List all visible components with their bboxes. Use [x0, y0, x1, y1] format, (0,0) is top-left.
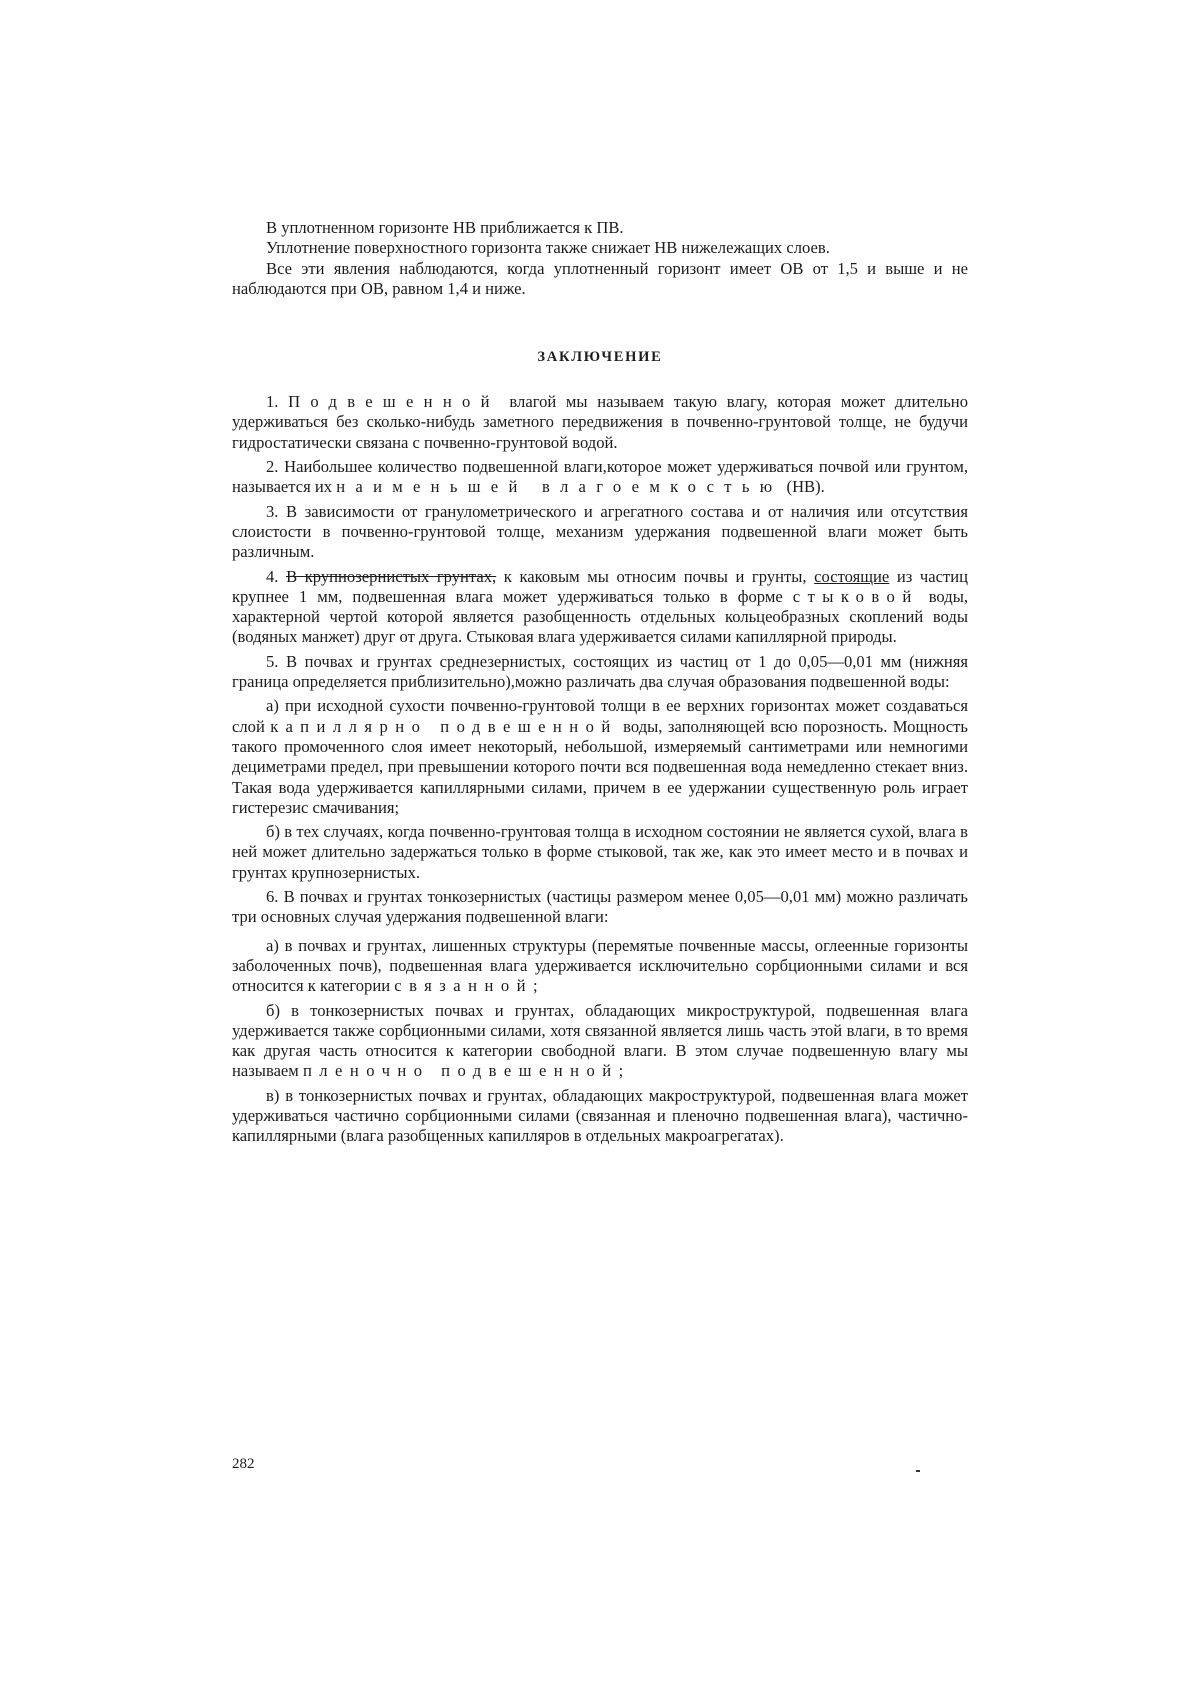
item-text: б) в тонкозернистых почвах и грунтах, обладающих микроструктурой, подвешенная влага удерживается также сорбционными силами, хотя связанной является лишь часть этой влаги, в то время как другая часть относится к категории свободной влаги. В этом случае подвешенную влагу мы называем — [232, 1000, 968, 1081]
conclusion-item-5: 5. В почвах и грунтах среднезернистых, состоящих из частиц от 1 до 0,05—0,01 мм (нижняя граница определяется приблизительно),можно различать два случая образования подвешенной воды: — [232, 651, 968, 692]
conclusion-item-5b: б) в тех случаях, когда почвенно-грунтовая толща в исходном состоянии не является сухой, влага в ней может длительно задержаться только в форме стыковой, так же, как это имеет место и в почвах и грунтах крупнозернистых. — [232, 822, 968, 882]
item-text-tail: ; — [532, 976, 538, 996]
item-text-tail: ; — [618, 1061, 624, 1081]
item-text: а) в почвах и грунтах, лишенных структуры (перемятые почвенные массы, оглеенные горизонты заболоченных почв), подвешенная влага удерживается исключительно сорбционными силами и вся относится к категории — [232, 935, 968, 996]
struck-through-text: В крупнозернистых грунтах, — [286, 566, 497, 586]
item-number: 1. — [266, 392, 279, 412]
item-text: а) при исходной сухости почвенно-грунтовой толщи в ее верхних горизонтах может создаваться слой — [232, 696, 968, 736]
conclusion-item-3: 3. В зависимости от гранулометрического и агрегатного состава и от наличия или отсутствия слоистости в почвенно-грунтовой толще, механизм удержания подвешенной влаги может быть различным. — [232, 501, 968, 562]
item-text-tail: воды, заполняющей всю порозность. Мощность такого промоченного слоя имеет некоторый, небольшой, измеряемый сантиметрами или немногими дециметрами предел, при превышении которого почти вся подвешенная вода немедленно стекает вниз. Такая вода удерживается капиллярными силами, причем в ее удержании существенную роль играет гистерезис смачивания; — [232, 716, 968, 817]
intro-paragraph-2: Уплотнение поверхностного горизонта также снижает НВ нижележащих слоев. — [266, 238, 830, 258]
conclusion-item-2 — [232, 457, 968, 498]
item-text: 2. Наибольшее количество подвешенной влаги,которое может удерживаться почвой или грунтом, называется их — [232, 457, 968, 497]
emphasized-term: стыковой — [792, 586, 919, 606]
intro-paragraph-3: Все эти явления наблюдаются, когда уплотненный горизонт имеет ОВ от 1,5 и выше и не наблюдаются при ОВ, равном 1,4 и ниже. — [232, 258, 968, 298]
item-text: из частиц крупнее 1 мм, подвешенная влага может удерживаться только в форме — [232, 566, 968, 606]
item-text: к каковым мы относим почвы и грунты, — [496, 566, 815, 586]
emphasized-term: связанной — [394, 976, 533, 996]
page-body — [232, 218, 968, 1147]
conclusion-item-1 — [232, 392, 968, 453]
section-heading: ЗАКЛЮЧЕНИЕ — [537, 349, 663, 366]
conclusion-item-6: 6. В почвах и грунтах тонкозернистых (частицы размером менее 0,05—0,01 мм) можно различать три основных случая удержания подвешенной влаги: — [232, 887, 968, 927]
conclusion-item-6b — [232, 1001, 968, 1082]
stray-mark — [916, 1470, 920, 1472]
item-number: 4. — [266, 566, 279, 586]
item-text: влагой мы называем такую влагу, которая может длительно удерживаться без сколько-нибудь заметного передвижения в почвенно-грунтовой толще, не будучи гидростатически связана с почвенно-грунтовой водой. — [232, 392, 968, 452]
emphasized-term: пленочно подвешенной — [302, 1061, 619, 1081]
emphasized-term: Подвешенной — [288, 392, 500, 412]
emphasized-term: капиллярно подвешенной — [270, 716, 618, 736]
conclusion-item-6c: в) в тонкозернистых почвах и грунтах, обладающих макроструктурой, подвешенная влага может удерживаться частично сорбционными силами (связанная и пленочно подвешенная влага), частично-капиллярными (влага разобщенных капилляров в отдельных макроагрегатах). — [232, 1085, 968, 1146]
conclusion-item-6a — [232, 936, 968, 997]
conclusion-item-5a — [232, 696, 968, 818]
intro-paragraph-1: В уплотненном горизонте НВ приближается к ПВ. — [266, 218, 624, 237]
emphasized-term: наименьшей влагоемкостью — [336, 477, 783, 497]
page-number: 282 — [232, 1456, 255, 1472]
underlined-text: состоящие — [814, 566, 890, 586]
conclusion-item-4 — [232, 567, 968, 648]
item-text-tail: воды, характерной чертой которой является разобщенность отдельных кольцеобразных скоплений воды (водяных манжет) друг от друга. Стыковая влага удерживается силами капиллярной природы. — [232, 586, 968, 647]
item-text-tail: (НВ). — [782, 477, 825, 497]
